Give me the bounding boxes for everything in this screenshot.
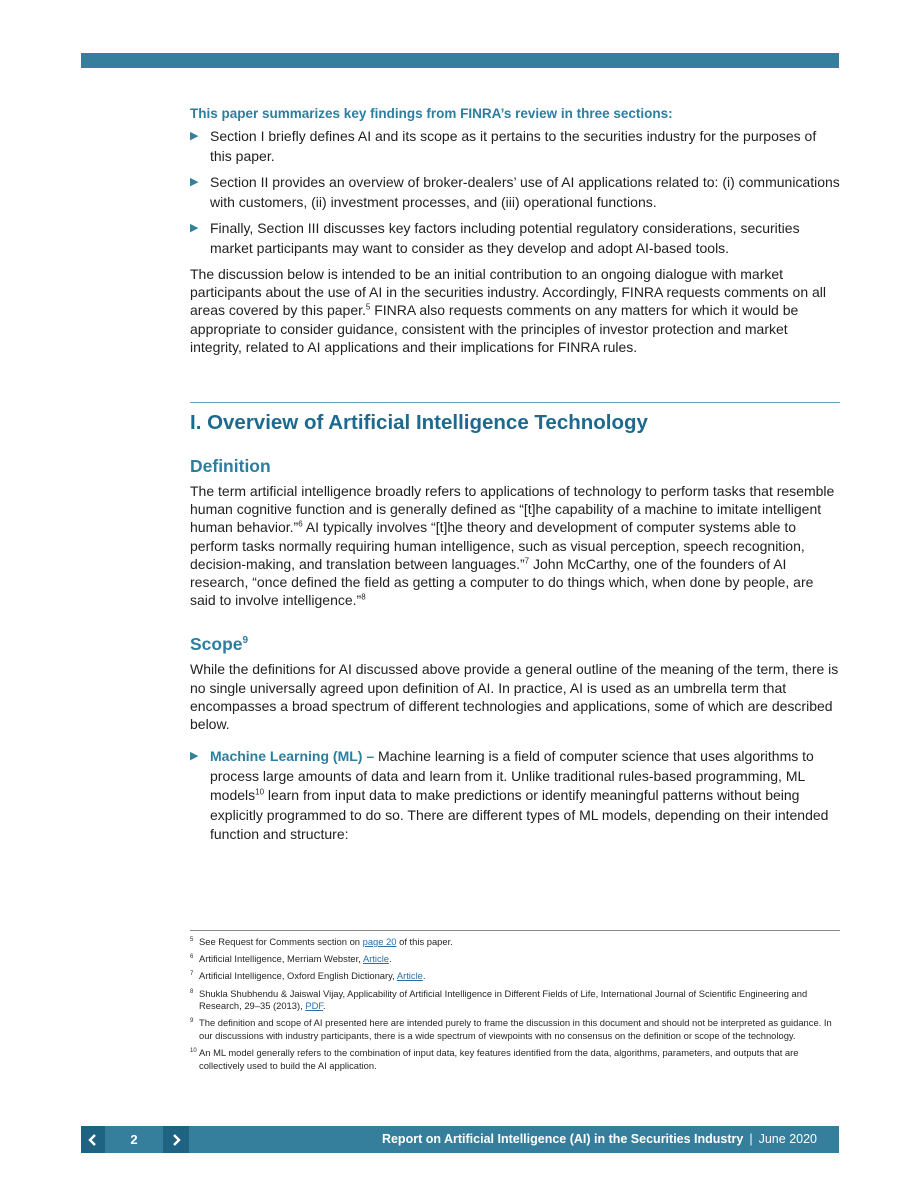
page-number: 2: [130, 1132, 138, 1147]
footnote-link[interactable]: PDF: [305, 1000, 324, 1012]
main-content: [190, 104, 840, 852]
bullet-arrow-icon: ▶: [190, 176, 199, 188]
footnote: 8 Shukla Shubhendu & Jaiswal Vijay, Applicability of Artificial Intelligence in Different Fields of Life, International Journal of Scientific Engineering and Research, 29–35 (2013), PDF.: [190, 987, 808, 1012]
footnote-link[interactable]: Article: [396, 970, 423, 982]
ml-term: Machine Learning (ML) –: [210, 748, 375, 765]
bullet-arrow-icon: ▶: [190, 130, 199, 142]
bullet-arrow-icon: ▶: [190, 222, 199, 234]
footnote: 7 Artificial Intelligence, Oxford English Dictionary, Article.: [190, 970, 426, 982]
next-page-button[interactable]: [163, 1126, 189, 1153]
scope-heading: Scope$^9$: [190, 634, 249, 655]
intro-bullet-list: [190, 127, 840, 258]
footnote-ref[interactable]: 7: [524, 556, 530, 566]
footnote-ref[interactable]: 8: [361, 592, 366, 602]
list-item: ▶ Finally, Section III discusses key factors including potential regulatory considerations, securities market participants may want to consider as they develop and adopt AI-based tools.: [190, 220, 800, 256]
top-banner-bar: [81, 53, 839, 68]
list-item: ▶ Machine Learning (ML) – Machine learning is a field of computer science that uses algorithms to process large amounts of data and learn from it. Unlike traditional rules-based programming, ML models$^{10}$ learn from input data to make predictions or identify meaningful patterns without being explicitly programmed to do so. There are different types of ML models, depending on their intended function and structure:: [190, 748, 829, 843]
footer-title-block: [382, 1126, 817, 1153]
definition-heading: Definition: [190, 456, 271, 477]
footer-separator: |: [749, 1132, 753, 1146]
section-heading: I. Overview of Artificial Intelligence Technology: [190, 411, 648, 435]
list-item: ▶ Section I briefly defines AI and its scope as it pertains to the securities industry for the purposes of this paper.: [190, 128, 817, 164]
section-divider: [190, 402, 840, 403]
bullet-arrow-icon: ▶: [190, 750, 199, 763]
footnote: 6 Artificial Intelligence, Merriam Webster, Article.: [190, 953, 392, 965]
definition-paragraph: The term artificial intelligence broadly refers to applications of technology to perform tasks that resemble human cognitive function and is generally defined as “[t]he capability of a machine to imitate intelligent human behavior.”$^6$ AI typically involves “[t]he theory and development of computer systems able to perform tasks normally requiring human intelligence, such as visual perception, speech recognition, decision-making, and translation between languages.”$^7$ John McCarthy, one of the founders of AI research, “once defined the field as getting a computer to do things which, when done by people, are said to involve intelligence.”$^8$: [190, 483, 835, 609]
footnote-ref[interactable]: 6: [298, 519, 303, 529]
chevron-right-icon: [171, 1134, 181, 1146]
footnote-ref[interactable]: 10: [255, 787, 265, 797]
intro-paragraph: The discussion below is intended to be an initial contribution to an ongoing dialogue with market participants about the use of AI in the securities industry. Accordingly, FINRA requests comments on all areas covered by this paper.$^5$ FINRA also requests comments on any matters for which it would be appropriate to consider guidance, consistent with the principles of investor protection and market integrity, related to AI applications and their implications for FINRA rules.: [190, 266, 827, 355]
list-item: ▶ Section II provides an overview of broker-dealers’ use of AI applications related to: (i) communications with customers, (ii) investment processes, and (iii) operational functions.: [190, 174, 840, 210]
intro-lead: This paper summarizes key findings from FINRA’s review in three sections:: [190, 106, 673, 121]
report-title: Report on Artificial Intelligence (AI) in the Securities Industry: [381, 1132, 744, 1146]
page-footer: [81, 1126, 839, 1153]
footnote: 5 See Request for Comments section on page 20 of this paper.: [190, 936, 453, 947]
footnote: 9 The definition and scope of AI presented here are intended purely to frame the discussion in this document and should not be interpreted as guidance. In our discussions with industry participants, there is a wide spectrum of viewpoints with no consensus on the definition or scope of the technology.: [190, 1017, 832, 1041]
footnotes: [190, 930, 840, 1077]
chevron-left-icon: [88, 1134, 98, 1146]
footnote-ref[interactable]: 9: [242, 635, 249, 647]
previous-page-button[interactable]: [81, 1126, 105, 1153]
footnote: 10 An ML model generally refers to the combination of input data, key features identified from the data, algorithms, parameters, and outputs that are collectively used to build the AI application.: [190, 1047, 799, 1071]
footnote-ref[interactable]: 5: [365, 302, 371, 312]
report-date: June 2020: [758, 1132, 817, 1146]
scope-bullet-list: [190, 747, 840, 845]
footnote-link[interactable]: page 20: [362, 936, 397, 947]
footnote-link[interactable]: Article: [362, 953, 389, 965]
scope-paragraph: While the definitions for AI discussed above provide a general outline of the meaning of the term, there is no single universally agreed upon definition of AI. In practice, AI is used as an umbrella term that encompasses a broad spectrum of different technologies and applications, some of which are described below.: [190, 661, 839, 733]
